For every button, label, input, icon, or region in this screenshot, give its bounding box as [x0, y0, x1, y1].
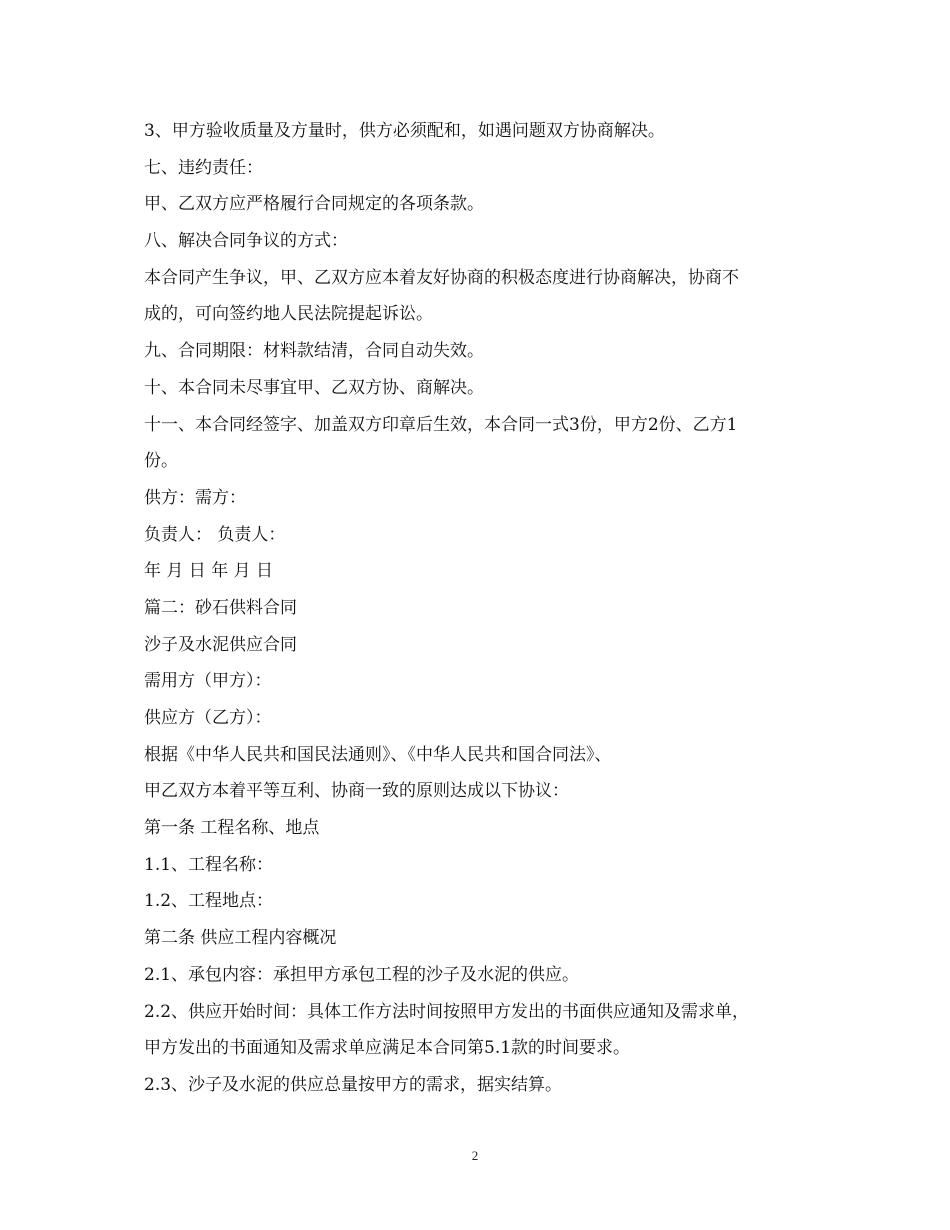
paragraph-line: 成的，可向签约地人民法院提起诉讼。	[144, 304, 433, 325]
paragraph-line: 甲方发出的书面通知及需求单应满足本合同第5.1款的时间要求。	[144, 1038, 631, 1059]
clause-2-1: 2.1、承包内容：承担甲方承包工程的沙子及水泥的供应。	[144, 964, 580, 985]
section-contract-term: 九、合同期限：材料款结清，合同自动失效。	[144, 341, 484, 362]
contract-title: 沙子及水泥供应合同	[144, 634, 297, 655]
clause-2-3: 2.3、沙子及水泥的供应总量按甲方的需求，据实结算。	[144, 1074, 563, 1095]
paragraph-line: 3、甲方验收质量及方量时，供方必须配和，如遇问题双方协商解决。	[144, 121, 665, 141]
paragraph-line: 份。	[144, 451, 178, 472]
paragraph-line: 甲、乙双方应严格履行合同规定的各项条款。	[144, 194, 484, 215]
paragraph-line: 本合同产生争议，甲、乙双方应本着友好协商的积极态度进行协商解决，协商不	[144, 267, 739, 288]
clause-heading-2: 第二条 供应工程内容概况	[144, 928, 337, 949]
section-heading-dispute-resolution: 八、解决合同争议的方式：	[144, 231, 348, 252]
page-number: 2	[471, 1148, 479, 1163]
clause-1-2: 1.2、工程地点：	[144, 891, 274, 912]
document-body	[144, 113, 814, 1104]
section-unresolved-matters: 十、本合同未尽事宜甲、乙双方协、商解决。	[144, 377, 484, 398]
section-heading-breach-liability: 七、违约责任：	[144, 157, 263, 178]
section-effectiveness: 十一、本合同经签字、加盖双方印章后生效，本合同一式3份，甲方2份、乙方1	[144, 414, 738, 435]
paragraph-line: 甲乙双方本着平等互利、协商一致的原则达成以下协议：	[144, 781, 569, 802]
article-title: 篇二：砂石供料合同	[144, 597, 297, 618]
paragraph-line: 根据《中华人民共和国民法通则》、《中华人民共和国合同法》、	[144, 744, 612, 765]
signature-dates: 年 月 日 年 月 日	[144, 561, 274, 582]
clause-1-1: 1.1、工程名称：	[144, 854, 274, 875]
party-b-line: 供应方（乙方）：	[144, 708, 272, 728]
signature-parties: 供方：需方：	[144, 487, 246, 508]
clause-2-2: 2.2、供应开始时间：具体工作方法时间按照甲方发出的书面供应通知及需求单，	[144, 1001, 750, 1022]
party-a-line: 需用方（甲方）：	[144, 671, 272, 692]
signature-responsible: 负责人： 负责人：	[144, 524, 286, 545]
clause-heading-1: 第一条 工程名称、地点	[144, 818, 320, 839]
